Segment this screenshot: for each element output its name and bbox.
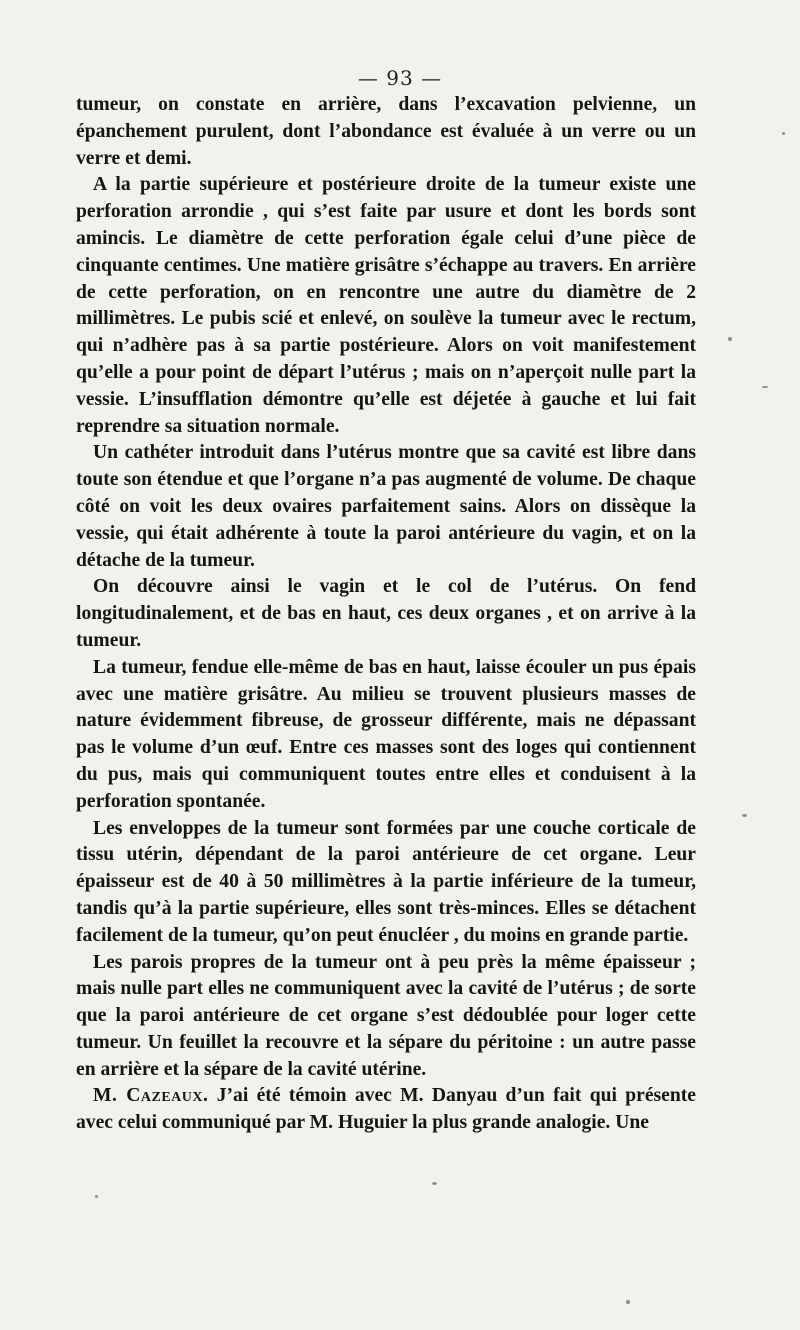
paragraph-3: Un cathéter introduit dans l’utérus montre que sa cavité est libre dans toute son étendue et que l’organe n’a pas augmenté de volume. De chaque côté on voit les deux ovaires parfaitement sains. Alors on dissèque la vessie, qui était adhérente à toute la paroi antérieure du vagin, et on la détache de la tumeur. [76,442,696,571]
print-speck [432,1182,437,1185]
print-speck [762,386,768,388]
body-text [76,92,696,1137]
paragraph-6: Les enveloppes de la tumeur sont formées par une couche corticale de tissu utérin, dépendant de la paroi antérieure de cet organe. Leur épaisseur est de 40 à 50 millimètres à la partie inférieure de la tumeur, tandis qu’à la partie supérieure, elles sont très-minces. Elles se détachent facilement de la tumeur, qu’on peut énucléer , du moins en grande partie. [76,817,696,946]
paragraph-1: tumeur, on constate en arrière, dans l’excavation pelvienne, un épanchement purulent, dont l’abondance est évaluée à un verre ou un verre et demi. [76,94,696,169]
paragraph-8 [76,1083,696,1137]
paragraph-4: On découvre ainsi le vagin et le col de l’utérus. On fend longitudinalement, et de bas en haut, ces deux organes , et on arrive à la tumeur. [76,576,696,651]
paragraph-5: La tumeur, fendue elle-même de bas en haut, laisse écouler un pus épais avec une matière grisâtre. Au milieu se trouvent plusieurs masses de nature évidemment fibreuse, de grosseur différente, mais ne dépassant pas le volume d’un œuf. Entre ces masses sont des loges qui contiennent du pus, mais qui communiquent toutes entre elles et conduisent à la perforation spontanée. [76,656,696,812]
page-number: — 93 — [357,66,443,90]
print-speck [728,337,732,341]
paragraph-8-text: J’ai été témoin avec M. Danyau d’un fait qui présente avec celui communiqué par M. Huguier la plus grande analogie. Une [76,1085,696,1134]
speaker-name: M. Cazeaux. [93,1085,209,1107]
print-speck [782,132,785,135]
paragraph-7: Les parois propres de la tumeur ont à peu près la même épaisseur ; mais nulle part elles ne communiquent avec la cavité de l’utérus ; de sorte que la paroi antérieure de cet organe s’est dédoublée pour loger cette tumeur. Un feuillet la recouvre et la sépare du péritoine : un autre passe en arrière et la sépare de la cavité utérine. [76,951,696,1080]
print-speck [742,814,747,817]
print-speck [626,1300,630,1304]
print-speck [95,1195,98,1198]
paragraph-2: A la partie supérieure et postérieure droite de la tumeur existe une perforation arrondie , qui s’est faite par usure et dont les bords sont amincis. Le diamètre de cette perforation égale celui d’une pièce de cinquante centimes. Une matière grisâtre s’échappe au travers. En arrière de cette perforation, on en rencontre une autre du diamètre de 2 millimètres. Le pubis scié et enlevé, on soulève la tumeur avec le rectum, qui n’adhère pas à sa partie postérieure. Alors on voit manifestement qu’elle a pour point de départ l’utérus ; mais on n’aperçoit nulle part la vessie. L’insufflation démontre qu’elle est déjetée à gauche et lui fait reprendre sa situation normale. [76,174,696,437]
